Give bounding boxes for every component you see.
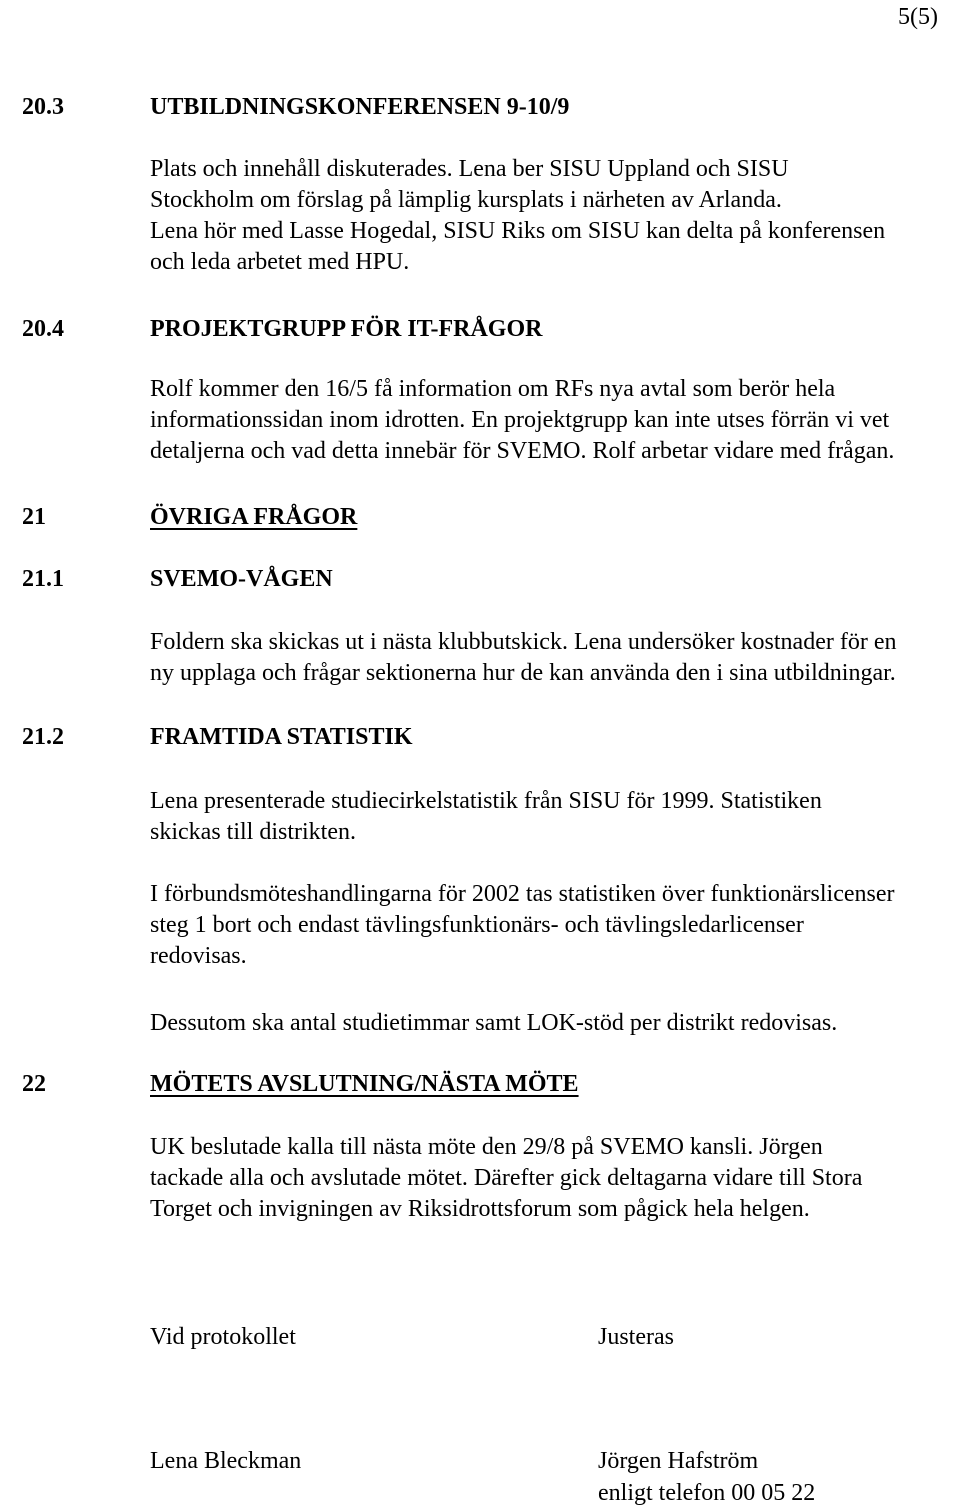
section-20-3-paragraph — [150, 154, 960, 278]
section-22-paragraph — [150, 1132, 960, 1225]
text-line: och leda arbetet med HPU. — [150, 249, 410, 275]
text-line: detaljerna och vad detta innebär för SVEMO. Rolf arbetar vidare med frågan. — [150, 438, 895, 464]
signature-name-right: Jörgen Hafström — [598, 1448, 759, 1474]
text-line: Plats och innehåll diskuterades. Lena ber SISU Uppland och SISU — [150, 156, 789, 182]
text-line: I förbundsmöteshandlingarna för 2002 tas statistiken över funktionärslicenser — [150, 881, 895, 907]
text-line: Dessutom ska antal studietimmar samt LOK-stöd per distrikt redovisas. — [150, 1010, 838, 1036]
signature-name-left: Lena Bleckman — [150, 1448, 302, 1474]
text-line: Stockholm om förslag på lämplig kursplats i närheten av Arlanda. — [150, 187, 782, 213]
signature-label-right: Justeras — [598, 1324, 674, 1350]
text-line: Rolf kommer den 16/5 få information om RFs nya avtal som berör hela — [150, 376, 836, 402]
section-number-21: 21 — [22, 504, 46, 530]
section-21-2-paragraph-2 — [150, 879, 960, 972]
text-line: Foldern ska skickas ut i nästa klubbutskick. Lena undersöker kostnader för en — [150, 629, 897, 655]
section-number-20-3: 20.3 — [22, 94, 64, 120]
text-line: Lena presenterade studiecirkelstatistik från SISU för 1999. Statistiken — [150, 788, 822, 814]
section-number-20-4: 20.4 — [22, 316, 64, 342]
section-title-22: MÖTETS AVSLUTNING/NÄSTA MÖTE — [150, 1071, 579, 1097]
text-line: skickas till distrikten. — [150, 819, 356, 845]
section-title-21-1: SVEMO-VÅGEN — [150, 566, 333, 592]
section-title-20-3: UTBILDNINGSKONFERENSEN 9-10/9 — [150, 94, 570, 120]
text-line: Torget och invigningen av Riksidrottsforum som pågick hela helgen. — [150, 1196, 810, 1222]
text-line: informationssidan inom idrotten. En projektgrupp kan inte utses förrän vi vet — [150, 407, 890, 433]
text-line: steg 1 bort och endast tävlingsfunktionärs- och tävlingsledarlicenser — [150, 912, 804, 938]
section-number-21-1: 21.1 — [22, 566, 64, 592]
section-number-22: 22 — [22, 1071, 46, 1097]
page-number: 5(5) — [898, 4, 938, 30]
section-title-21-2: FRAMTIDA STATISTIK — [150, 724, 413, 750]
section-21-2-paragraph-3 — [150, 1008, 960, 1039]
text-line: UK beslutade kalla till nästa möte den 29/8 på SVEMO kansli. Jörgen — [150, 1134, 823, 1160]
section-20-4-paragraph — [150, 374, 960, 467]
section-21-1-paragraph — [150, 627, 960, 689]
section-title-21: ÖVRIGA FRÅGOR — [150, 504, 358, 530]
section-21-2-paragraph-1 — [150, 786, 960, 848]
text-line: tackade alla och avslutade mötet. Därefter gick deltagarna vidare till Stora — [150, 1165, 863, 1191]
signature-label-left: Vid protokollet — [150, 1324, 296, 1350]
section-number-21-2: 21.2 — [22, 724, 64, 750]
text-line: redovisas. — [150, 943, 247, 969]
signature-note-right: enligt telefon 00 05 22 — [598, 1480, 816, 1506]
text-line: Lena hör med Lasse Hogedal, SISU Riks om SISU kan delta på konferensen — [150, 218, 886, 244]
section-title-20-4: PROJEKTGRUPP FÖR IT-FRÅGOR — [150, 316, 543, 342]
text-line: ny upplaga och frågar sektionerna hur de kan använda den i sina utbildningar. — [150, 660, 896, 686]
